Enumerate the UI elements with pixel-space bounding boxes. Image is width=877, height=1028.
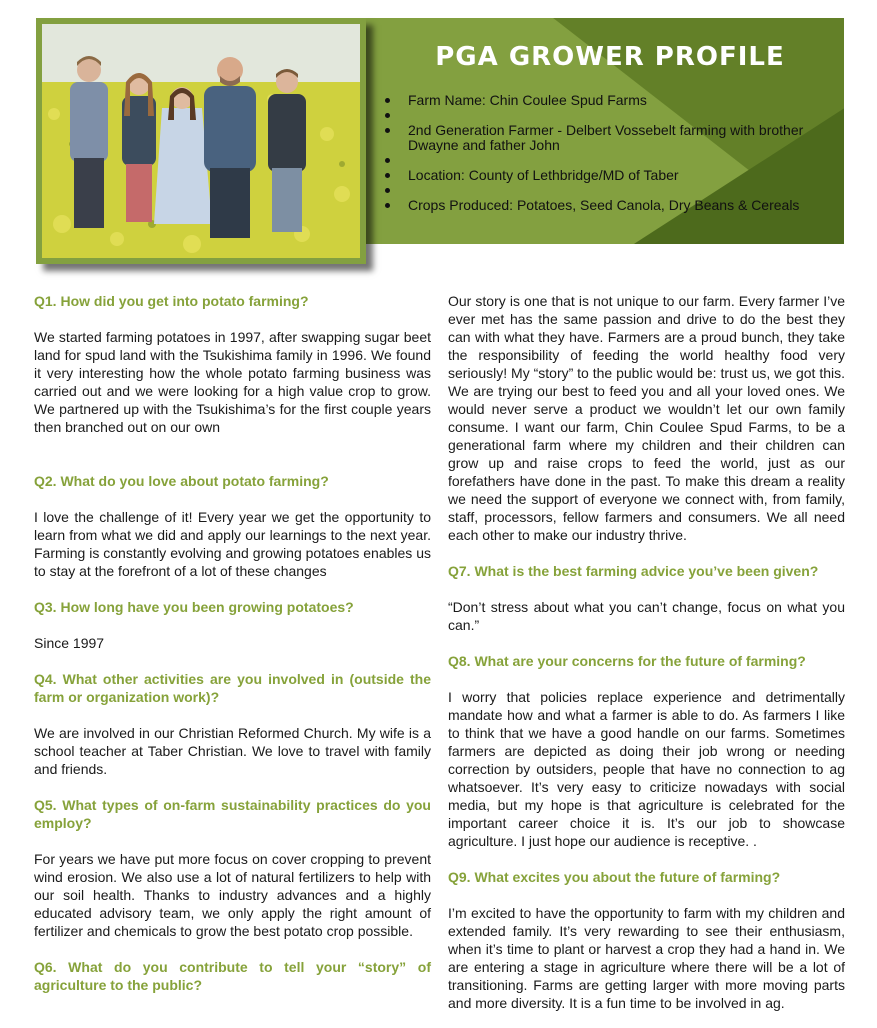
left-column	[34, 292, 431, 994]
question-7: Q7. What is the best farming advice you’ve been given?	[448, 563, 819, 579]
question-2: Q2. What do you love about potato farming?	[34, 473, 329, 489]
fact-location: Location: County of Lethbridge/MD of Taber	[385, 168, 840, 183]
question-6: Q6. What do you contribute to tell your “story” of agriculture to the public?	[34, 959, 431, 993]
family-photo-frame	[36, 18, 366, 264]
profile-title: PGA GROWER PROFILE	[435, 42, 785, 72]
answer-4: We are involved in our Christian Reformed Church. My wife is a school teacher at Taber Christian. We love to travel with family and friends.	[34, 725, 431, 777]
fact-farm-name: Farm Name: Chin Coulee Spud Farms	[385, 93, 840, 108]
question-9: Q9. What excites you about the future of farming?	[448, 869, 781, 885]
answer-9: I’m excited to have the opportunity to farm with my children and extended family. It’s very rewarding to see their enthusiasm, when it’s time to plant or harvest a crop they had a hand in. We are entering a stage in agriculture where there will be a lot of transitioning. Farms are getting larger with more moving parts and more diversity. It is a fun time to be involved in ag.	[448, 905, 845, 1011]
answer-7: “Don’t stress about what you can’t change, focus on what you can.”	[448, 599, 845, 633]
answer-8: I worry that policies replace experience and detrimentally mandate how and what a farmer is able to do. As farmers I like to think that we have a good handle on our farms. Sometimes farmers are depicted as doing their job wrong or needing correction by outsiders, people that have no connection to ag whatsoever. It’s very easy to criticize nowadays with social media, but my hope is that agriculture is celebrated for the important career choice it is. It’s our job to showcase agriculture. I just hope our audience is receptive. .	[448, 689, 845, 849]
answer-3: Since 1997	[34, 635, 105, 651]
fact-empty-bullet	[385, 108, 840, 123]
question-1: Q1. How did you get into potato farming?	[34, 293, 309, 309]
fact-empty-bullet	[385, 183, 840, 198]
question-3: Q3. How long have you been growing potatoes?	[34, 599, 354, 615]
right-column	[448, 292, 845, 1012]
farm-facts-list	[385, 93, 840, 213]
answer-2: I love the challenge of it! Every year we get the opportunity to learn from what we did and apply our learnings to the next year. Farming is constantly evolving and growing potatoes enables us to stay at the forefront of a lot of these changes	[34, 509, 431, 579]
fact-generation: 2nd Generation Farmer - Delbert Vossebelt farming with brother Dwayne and father John	[385, 123, 840, 153]
question-5: Q5. What types of on-farm sustainability practices do you employ?	[34, 797, 431, 831]
answer-5: For years we have put more focus on cover cropping to prevent wind erosion. We also use a lot of natural fertilizers to help with our soil health. Thanks to industry advances and a highly educated advisory team, we only apply the right amount of fertilizer and chemicals to grow the best potato crop possible.	[34, 851, 431, 939]
family-photo	[42, 24, 360, 258]
fact-crops: Crops Produced: Potatoes, Seed Canola, Dry Beans & Cereals	[385, 198, 840, 213]
fact-empty-bullet	[385, 153, 840, 168]
answer-1: We started farming potatoes in 1997, after swapping sugar beet land for spud land with the Tsukishima family in 1996. We found it very interesting how the whole potato farming business was carried out and we were looking for a high value crop to grow. We partnered up with the Tsukishima’s for the first couple years then branched out on our own	[34, 329, 431, 435]
answer-6: Our story is one that is not unique to our farm. Every farmer I’ve ever met has the same passion and drive to do the best they can with what they have. Farmers are a proud bunch, they take the responsibility of feeding the world healthy food very seriously! My “story” to the public would be: trust us, we got this. We are trying our best to feed you and all your loved ones. We would never serve a product we wouldn’t let our own family consume. I want our farm, Chin Coulee Spud Farms, to be a generational farm where my children and their children can grow up and raise crops to feed the world, just as our forefathers have done in the past. To make this dream a reality we need the support of everyone we connect with, from family, staff, processors, fellow farmers and consumers. We all need each other to make our industry thrive.	[448, 293, 845, 543]
question-8: Q8. What are your concerns for the future of farming?	[448, 653, 806, 669]
question-4: Q4. What other activities are you involved in (outside the farm or organization work)?	[34, 671, 431, 705]
